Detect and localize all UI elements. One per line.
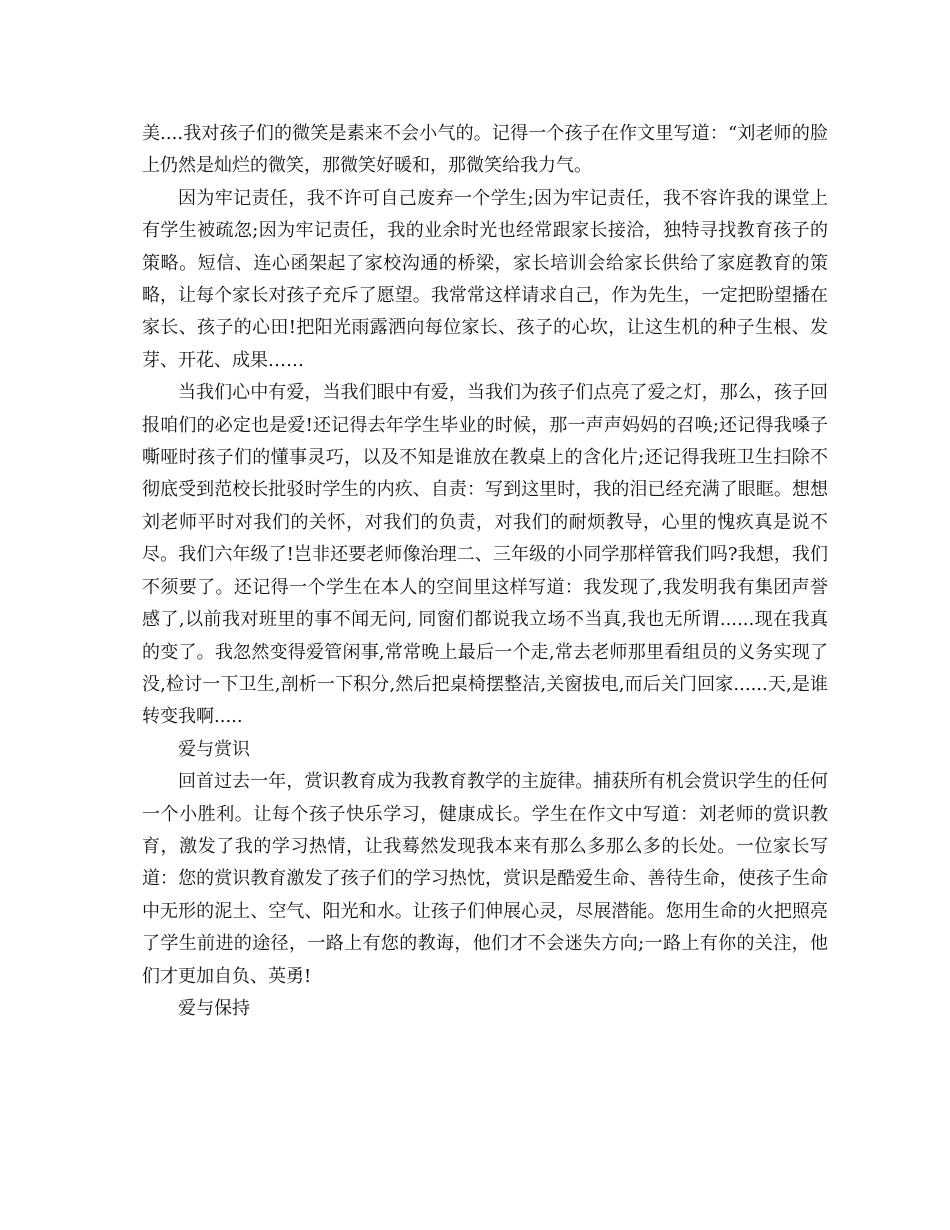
section-heading: 爱与赏识 — [178, 738, 250, 760]
document-body — [142, 118, 828, 1025]
section-heading: 爱与保持 — [178, 997, 250, 1019]
paragraph: 当我们心中有爱，当我们眼中有爱，当我们为孩子们点亮了爱之灯，那么，孩子回报咱们的必定也是爱!还记得去年学生毕业的时候，那一声声妈妈的召唤;还记得我嗓子嘶哑时孩子们的懂事灵巧，以及不知是谁放在教桌上的含化片;还记得我班卫生扫除不彻底受到范校长批驳时学生的内疚、自责：写到这里时，我的泪已经充满了眼眶。想想刘老师平时对我们的关怀，对我们的负责，对我们的耐烦教导，心里的愧疚真是说不尽。我们六年级了!岂非还要老师像治理二、三年级的小同学那样管我们吗?我想，我们不须要了。还记得一个学生在本人的空间里这样写道：我发现了,我发明我有集团声誉感了,以前我对班里的事不闻无问, 同窗们都说我立场不当真,我也无所谓......现在我真的变了。我忽然变得爱管闲事,常常晚上最后一个走,常去老师那里看组员的义务实现了没,检讨一下卫生,剖析一下积分,然后把桌椅摆整洁,关窗拔电,而后关门回家......天,是谁转变我啊..... — [142, 382, 828, 728]
paragraph: 回首过去一年，赏识教育成为我教育教学的主旋律。捕获所有机会赏识学生的任何一个小胜利。让每个孩子快乐学习，健康成长。学生在作文中写道：刘老师的赏识教育，激发了我的学习热情，让我蓦然发现我本来有那么多那么多的长处。一位家长写道：您的赏识教育激发了孩子们的学习热忱，赏识是酷爱生命、善待生命，使孩子生命中无形的泥土、空气、阳光和水。让孩子们伸展心灵，尽展潜能。您用生命的火把照亮了学生前进的途径，一路上有您的教诲，他们才不会迷失方向;一路上有你的关注，他们才更加自负、英勇! — [142, 771, 828, 987]
paragraph: 美....我对孩子们的微笑是素来不会小气的。记得一个孩子在作文里写道：“刘老师的脸上仍然是灿烂的微笑，那微笑好暖和，那微笑给我力气。 — [142, 123, 828, 177]
paragraph: 因为牢记责任，我不许可自己废弃一个学生;因为牢记责任，我不容许我的课堂上有学生被疏忽;因为牢记责任，我的业余时光也经常跟家长接洽，独特寻找教育孩子的策略。短信、连心函架起了家校沟通的桥梁，家长培训会给家长供给了家庭教育的策略，让每个家长对孩子充斥了愿望。我常常这样请求自己，作为先生，一定把盼望播在家长、孩子的心田!把阳光雨露洒向每位家长、孩子的心坎，让这生机的种子生根、发芽、开花、成果…… — [142, 187, 828, 371]
